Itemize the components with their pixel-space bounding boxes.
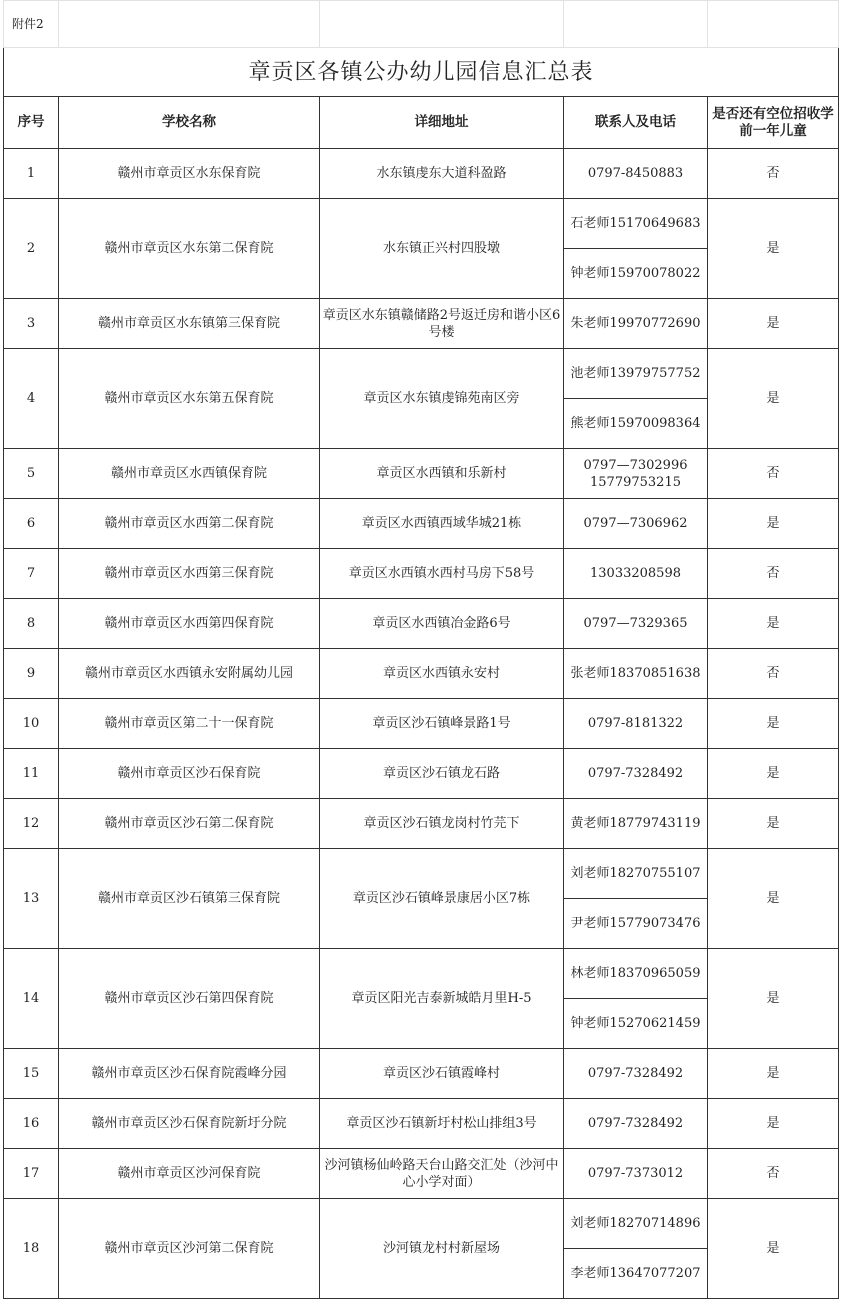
contact-phone: 0797—7306962 <box>564 499 708 549</box>
contact-phone: 熊老师15970098364 <box>564 399 708 449</box>
row-index: 8 <box>4 599 59 649</box>
table-row <box>4 649 839 699</box>
school-name: 赣州市章贡区水东第五保育院 <box>59 349 320 449</box>
header-address: 详细地址 <box>320 97 564 149</box>
school-name: 赣州市章贡区水西第四保育院 <box>59 599 320 649</box>
vacancy-status: 否 <box>708 1149 839 1199</box>
contact-phone: 0797—7302996 15779753215 <box>564 449 708 499</box>
school-name: 赣州市章贡区沙石镇第三保育院 <box>59 849 320 949</box>
contact-phone: 池老师13979757752 <box>564 349 708 399</box>
vacancy-status: 否 <box>708 649 839 699</box>
vacancy-status: 否 <box>708 149 839 199</box>
table-row <box>4 1199 839 1249</box>
school-name: 赣州市章贡区水东保育院 <box>59 149 320 199</box>
school-address: 章贡区沙石镇新圩村松山排组3号 <box>320 1099 564 1149</box>
table-row <box>4 299 839 349</box>
vacancy-status: 是 <box>708 949 839 1049</box>
vacancy-status: 是 <box>708 849 839 949</box>
contact-phone: 0797-8181322 <box>564 699 708 749</box>
school-address: 章贡区水西镇冶金路6号 <box>320 599 564 649</box>
school-address: 章贡区水西镇永安村 <box>320 649 564 699</box>
table-row <box>4 499 839 549</box>
header-school: 学校名称 <box>59 97 320 149</box>
row-index: 5 <box>4 449 59 499</box>
contact-phone: 0797-7328492 <box>564 749 708 799</box>
school-address: 章贡区水西镇水西村马房下58号 <box>320 549 564 599</box>
vacancy-status: 否 <box>708 549 839 599</box>
contact-phone: 李老师13647077207 <box>564 1249 708 1299</box>
table-row <box>4 1149 839 1199</box>
school-name: 赣州市章贡区水西第三保育院 <box>59 549 320 599</box>
table-row <box>4 1099 839 1149</box>
row-index: 12 <box>4 799 59 849</box>
contact-phone: 钟老师15270621459 <box>564 999 708 1049</box>
table-row <box>4 699 839 749</box>
school-address: 章贡区水西镇西域华城21栋 <box>320 499 564 549</box>
contact-phone: 刘老师18270714896 <box>564 1199 708 1249</box>
school-address: 章贡区沙石镇峰景康居小区7栋 <box>320 849 564 949</box>
contact-phone: 13033208598 <box>564 549 708 599</box>
row-index: 13 <box>4 849 59 949</box>
header-contact: 联系人及电话 <box>564 97 708 149</box>
school-address: 章贡区水东镇赣储路2号返迁房和谐小区6号楼 <box>320 299 564 349</box>
school-address: 章贡区沙石镇峰景路1号 <box>320 699 564 749</box>
row-index: 14 <box>4 949 59 1049</box>
school-name: 赣州市章贡区第二十一保育院 <box>59 699 320 749</box>
vacancy-status: 是 <box>708 349 839 449</box>
row-index: 1 <box>4 149 59 199</box>
school-address: 沙河镇龙村村新屋场 <box>320 1199 564 1299</box>
school-name: 赣州市章贡区沙石第四保育院 <box>59 949 320 1049</box>
school-name: 赣州市章贡区沙河保育院 <box>59 1149 320 1199</box>
vacancy-status: 是 <box>708 749 839 799</box>
contact-phone: 刘老师18270755107 <box>564 849 708 899</box>
contact-phone: 0797—7329365 <box>564 599 708 649</box>
contact-phone: 朱老师19970772690 <box>564 299 708 349</box>
school-name: 赣州市章贡区沙石保育院 <box>59 749 320 799</box>
school-address: 章贡区水东镇虔锦苑南区旁 <box>320 349 564 449</box>
table-row <box>4 349 839 399</box>
vacancy-status: 是 <box>708 1049 839 1099</box>
contact-phone: 0797-7373012 <box>564 1149 708 1199</box>
row-index: 18 <box>4 1199 59 1299</box>
table-row <box>4 1049 839 1099</box>
kindergarten-info-table <box>3 0 839 1299</box>
school-address: 章贡区阳光吉泰新城皓月里H-5 <box>320 949 564 1049</box>
vacancy-status: 是 <box>708 299 839 349</box>
table-row <box>4 749 839 799</box>
vacancy-status: 是 <box>708 199 839 299</box>
school-name: 赣州市章贡区水西镇保育院 <box>59 449 320 499</box>
school-address: 沙河镇杨仙岭路天台山路交汇处（沙河中心小学对面） <box>320 1149 564 1199</box>
contact-phone: 钟老师15970078022 <box>564 249 708 299</box>
table-row <box>4 199 839 249</box>
school-name: 赣州市章贡区水东第二保育院 <box>59 199 320 299</box>
contact-phone: 石老师15170649683 <box>564 199 708 249</box>
contact-phone: 0797-8450883 <box>564 149 708 199</box>
school-name: 赣州市章贡区沙石保育院新圩分院 <box>59 1099 320 1149</box>
row-index: 15 <box>4 1049 59 1099</box>
table-row <box>4 849 839 899</box>
page-title: 章贡区各镇公办幼儿园信息汇总表 <box>4 48 839 97</box>
school-address: 章贡区沙石镇龙石路 <box>320 749 564 799</box>
row-index: 16 <box>4 1099 59 1149</box>
contact-phone: 0797-7328492 <box>564 1049 708 1099</box>
vacancy-status: 是 <box>708 1099 839 1149</box>
school-name: 赣州市章贡区水东镇第三保育院 <box>59 299 320 349</box>
vacancy-status: 是 <box>708 799 839 849</box>
table-row <box>4 549 839 599</box>
table-row <box>4 599 839 649</box>
contact-phone: 0797-7328492 <box>564 1099 708 1149</box>
row-index: 11 <box>4 749 59 799</box>
row-index: 3 <box>4 299 59 349</box>
school-address: 水东镇正兴村四股墩 <box>320 199 564 299</box>
header-vacancy: 是否还有空位招收学前一年儿童 <box>708 97 839 149</box>
contact-phone: 张老师18370851638 <box>564 649 708 699</box>
school-address: 章贡区沙石镇霞峰村 <box>320 1049 564 1099</box>
row-index: 9 <box>4 649 59 699</box>
contact-phone: 尹老师15779073476 <box>564 899 708 949</box>
header-index: 序号 <box>4 97 59 149</box>
school-address: 水东镇虔东大道科盈路 <box>320 149 564 199</box>
row-index: 17 <box>4 1149 59 1199</box>
row-index: 6 <box>4 499 59 549</box>
vacancy-status: 是 <box>708 699 839 749</box>
school-name: 赣州市章贡区沙石保育院霞峰分园 <box>59 1049 320 1099</box>
contact-phone: 黄老师18779743119 <box>564 799 708 849</box>
school-name: 赣州市章贡区沙河第二保育院 <box>59 1199 320 1299</box>
table-row <box>4 449 839 499</box>
attachment-note: 附件2 <box>4 1 59 48</box>
school-name: 赣州市章贡区水西第二保育院 <box>59 499 320 549</box>
table-row <box>4 799 839 849</box>
row-index: 10 <box>4 699 59 749</box>
row-index: 7 <box>4 549 59 599</box>
school-address: 章贡区水西镇和乐新村 <box>320 449 564 499</box>
row-index: 4 <box>4 349 59 449</box>
school-address: 章贡区沙石镇龙岗村竹芫下 <box>320 799 564 849</box>
vacancy-status: 否 <box>708 449 839 499</box>
table-row <box>4 949 839 999</box>
vacancy-status: 是 <box>708 1199 839 1299</box>
contact-phone: 林老师18370965059 <box>564 949 708 999</box>
school-name: 赣州市章贡区沙石第二保育院 <box>59 799 320 849</box>
school-name: 赣州市章贡区水西镇永安附属幼儿园 <box>59 649 320 699</box>
vacancy-status: 是 <box>708 499 839 549</box>
row-index: 2 <box>4 199 59 299</box>
vacancy-status: 是 <box>708 599 839 649</box>
table-row <box>4 149 839 199</box>
